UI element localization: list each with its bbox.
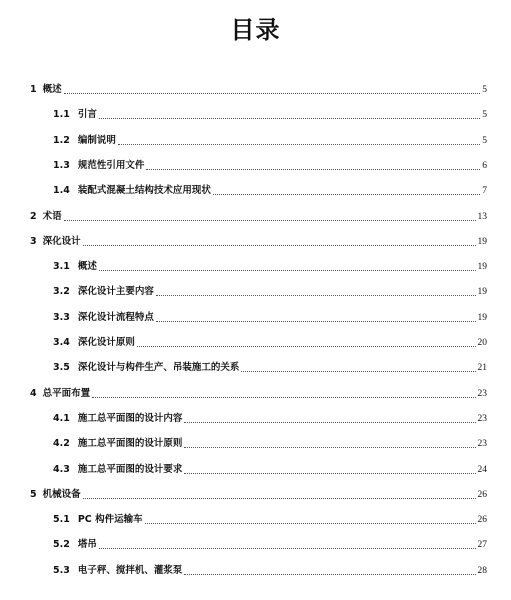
- toc-entry[interactable]: [30, 381, 487, 401]
- toc-leader-dots: [241, 371, 475, 372]
- toc-entry-number: 1.3: [53, 159, 70, 171]
- toc-entry[interactable]: [30, 204, 487, 224]
- toc-leader-dots: [184, 447, 475, 448]
- toc-entry-page: 21: [477, 363, 487, 374]
- toc-entry-page: 6: [482, 160, 487, 171]
- toc-entry-page: 27: [477, 540, 487, 551]
- toc-entry-title: 术语: [42, 210, 62, 222]
- toc-entry-title: 塔吊: [77, 539, 97, 551]
- toc-entry-number: 3.3: [53, 311, 70, 323]
- toc-entry-title: 概述: [42, 84, 62, 95]
- toc-entry-number: 3.5: [53, 362, 70, 374]
- toc-entry[interactable]: [30, 77, 487, 97]
- toc-entry-title: 装配式混凝土结构技术应用现状: [77, 185, 211, 197]
- toc-leader-dots: [146, 169, 480, 170]
- toc-entry[interactable]: [53, 431, 487, 451]
- toc-leader-dots: [83, 498, 476, 499]
- toc-leader-dots: [184, 473, 475, 474]
- toc-entry-number: 2: [30, 210, 37, 222]
- toc-entry-page: 5: [482, 85, 487, 95]
- toc-entry-title: 深化设计主要内容: [77, 286, 154, 298]
- toc-leader-dots: [156, 295, 476, 296]
- toc-entry-page: 23: [477, 388, 487, 399]
- toc-leader-dots: [64, 220, 476, 221]
- toc-entry-page: 26: [477, 515, 487, 526]
- toc-entry-title: PC 构件运输车: [77, 514, 143, 526]
- toc-entry[interactable]: [53, 355, 487, 375]
- toc-entry-number: 3.2: [53, 286, 70, 298]
- toc-entry-number: 5.3: [53, 564, 70, 576]
- toc-entry-page: 19: [477, 236, 487, 247]
- toc-entry-number: 1.2: [53, 134, 70, 146]
- toc-entry[interactable]: [53, 128, 487, 148]
- toc-entry-title: 概述: [77, 261, 97, 273]
- toc-entry-title: 深化设计流程特点: [77, 311, 154, 323]
- toc-entry-number: 4.1: [53, 412, 70, 424]
- toc-entry-page: 13: [477, 211, 487, 222]
- toc-leader-dots: [156, 321, 476, 322]
- toc-entry[interactable]: [53, 305, 487, 325]
- toc-entry-title: 深化设计与构件生产、吊装施工的关系: [77, 362, 240, 374]
- toc-entry-number: 4: [30, 387, 37, 399]
- toc-leader-dots: [99, 270, 476, 271]
- toc-leader-dots: [145, 523, 476, 524]
- toc-entry-title: 深化设计原则: [77, 337, 135, 348]
- toc-entry-page: 23: [477, 413, 487, 424]
- toc-entry[interactable]: [53, 279, 487, 299]
- toc-entry-title: 施工总平面图的设计要求: [77, 463, 183, 475]
- toc-entry-title: 机械设备: [42, 488, 81, 500]
- toc-leader-dots: [99, 548, 476, 549]
- toc-entry-page: 7: [482, 186, 487, 197]
- toc-entry-page: 19: [477, 312, 487, 323]
- toc-entry-number: 5: [30, 488, 37, 500]
- toc-entry[interactable]: [30, 229, 487, 249]
- toc-entry-title: 施工总平面图的设计原则: [77, 438, 183, 450]
- toc-entry-page: 19: [477, 262, 487, 273]
- toc-entry-page: 19: [477, 287, 487, 298]
- toc-entry-page: 26: [477, 489, 487, 500]
- toc-entry-number: 5.1: [53, 514, 70, 526]
- toc-entry[interactable]: [53, 558, 487, 578]
- toc-entry-page: 24: [477, 464, 487, 475]
- toc-entry-title: 深化设计: [42, 235, 81, 247]
- toc-leader-dots: [137, 346, 476, 347]
- toc-entry[interactable]: [53, 254, 487, 274]
- toc-entry-number: 3: [30, 235, 37, 247]
- toc-entry-number: 3.1: [53, 261, 70, 273]
- toc-entry-title: 引言: [77, 109, 97, 121]
- toc-entry-number: 5.2: [53, 539, 70, 551]
- toc-entry-number: 4.3: [53, 463, 70, 475]
- toc-entry[interactable]: [53, 406, 487, 426]
- toc-entry-number: 1.4: [53, 185, 70, 197]
- toc-entry[interactable]: [53, 532, 487, 552]
- toc-leader-dots: [184, 422, 475, 423]
- toc-entry-number: 1.1: [53, 109, 70, 121]
- toc-entry[interactable]: [53, 507, 487, 527]
- toc-leader-dots: [99, 118, 480, 119]
- toc-leader-dots: [92, 397, 475, 398]
- toc-leader-dots: [213, 194, 480, 195]
- toc-entry-page: 23: [477, 439, 487, 450]
- toc-entry-title: 规范性引用文件: [77, 159, 145, 171]
- page-title: 目录: [230, 16, 281, 44]
- toc-entry-number: 3.4: [53, 337, 70, 348]
- toc-entry-page: 5: [482, 110, 487, 121]
- toc-entry-page: 28: [477, 565, 487, 576]
- toc-entry-page: 20: [477, 338, 487, 348]
- toc-entry[interactable]: [53, 457, 487, 477]
- toc-entry[interactable]: [53, 178, 487, 198]
- toc-entry[interactable]: [53, 102, 487, 122]
- toc-leader-dots: [83, 245, 476, 246]
- toc-entry-number: 4.2: [53, 438, 70, 450]
- toc-leader-dots: [118, 144, 480, 145]
- toc-entry-page: 5: [482, 135, 487, 146]
- toc-entry[interactable]: [53, 330, 487, 350]
- toc-entry-title: 总平面布置: [42, 387, 91, 399]
- toc-leader-dots: [184, 574, 475, 575]
- toc-entry-title: 电子秤、搅拌机、灌浆泵: [77, 564, 183, 576]
- toc-entry[interactable]: [53, 153, 487, 173]
- toc-leader-dots: [64, 93, 481, 94]
- toc-entry[interactable]: [30, 482, 487, 502]
- toc-entry-title: 编制说明: [77, 134, 116, 146]
- toc-entry-title: 施工总平面图的设计内容: [77, 412, 183, 424]
- toc-entry-number: 1: [30, 84, 37, 95]
